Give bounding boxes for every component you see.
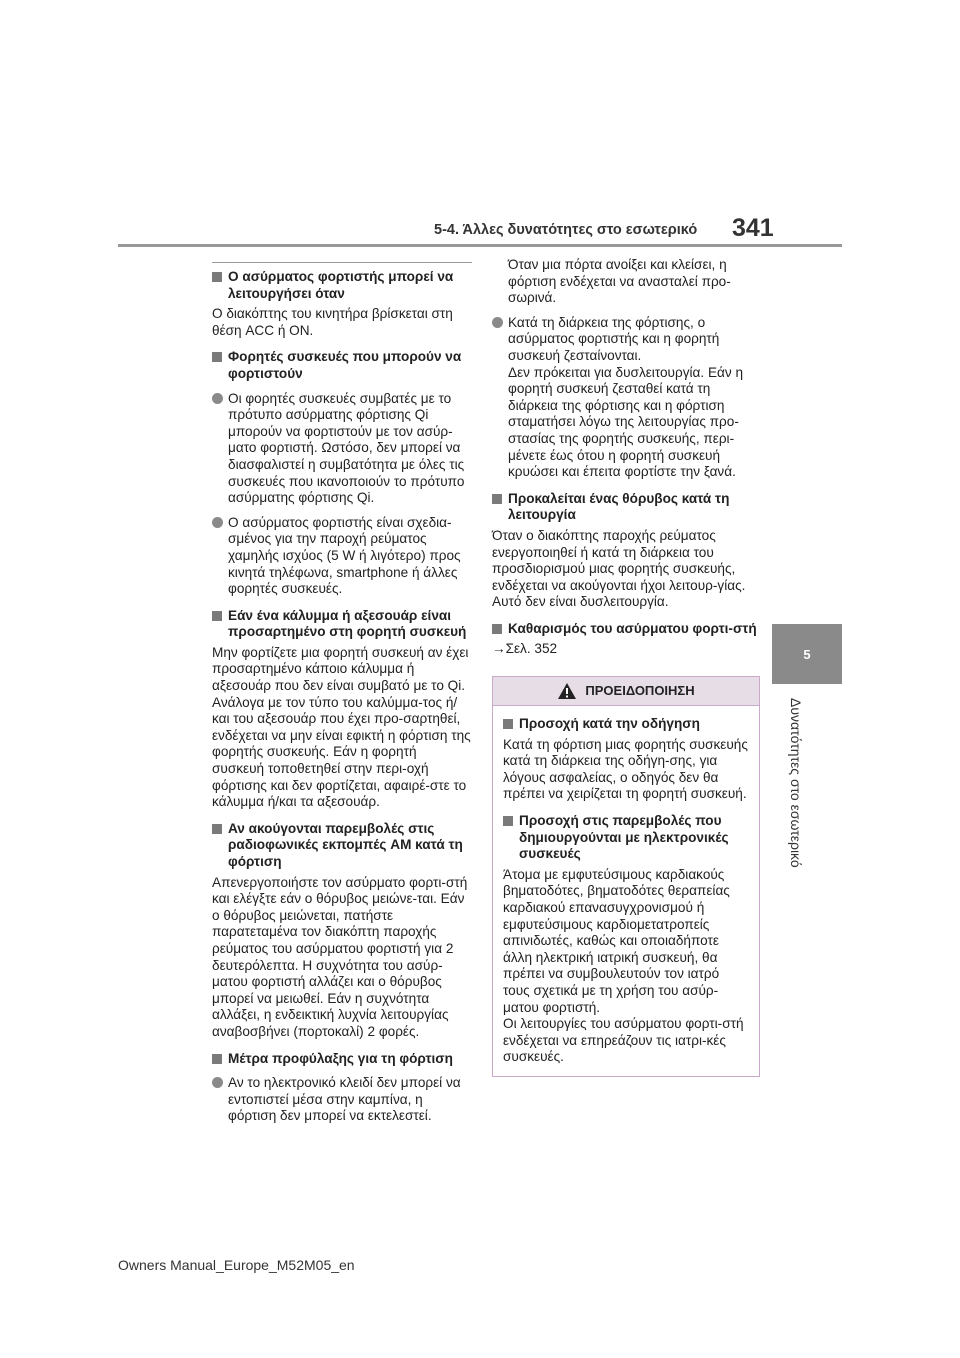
heading-electronic-interference: Προσοχή στις παρεμβολές που δημιουργούνται με ηλεκτρονικές συσκευές [503,813,749,863]
bullet-item: Κατά τη διάρκεια της φόρτισης, ο ασύρματος φορτιστής και η φορητή συσκευή ζεσταίνονται. [492,315,760,365]
paragraph: Άτομα με εμφυτεύσιμους καρδιακούς βηματοδότες, βηματοδότες θεραπείας καρδιακού επανασυγχρονισμού ή εμφυτεύσιμους καρδιομετατροπείς απινιδωτές, καθώς και οποιαδήποτε άλλη ηλεκτρική ιατρική συσκευή, θα πρέπει να συμβουλευτούν τον ιατρό τους σχετικά με τη χρήση του ασύρ-ματου φορτιστή. [503,866,730,1015]
bullet-item: Ο ασύρματος φορτιστής είναι σχεδια-σμένος για την παροχή ρεύματος χαμηλής ισχύος (5 W ή λιγότερο) προς κινητά τηλέφωνα, smartphone ή άλλες φορητές συσκευές. [212,515,472,598]
section-title: 5-4. Άλλες δυνατότητες στο εσωτερικό [434,222,698,238]
warning-box [492,676,760,1077]
heading-charging-precautions: Μέτρα προφύλαξης για τη φόρτιση [212,1051,472,1068]
header-rule [118,244,842,247]
chapter-tab: 5 [772,624,842,684]
heading-operation-noise: Προκαλείται ένας θόρυβος κατά τη λειτουργία [492,491,760,524]
left-column [212,262,472,1125]
heading-am-interference: Αν ακούγονται παρεμβολές στις ραδιοφωνικές εκπομπές AM κατά τη φόρτιση [212,821,472,871]
warning-header [493,677,759,706]
paragraph: Οι λειτουργίες του ασύρματου φορτι-στή ενδέχεται να επηρεάζουν τις ιατρι-κές συσκευές. [503,1016,744,1065]
warning-title: ΠΡΟΕΙΔΟΠΟΙΗΣΗ [585,682,695,698]
heading-cleaning: Καθαρισμός του ασύρματου φορτι-στή [492,621,760,638]
paragraph-continued: Δεν πρόκειται για δυσλειτουργία. Εάν η φορητή συσκευή ζεσταθεί κατά τη διάρκεια της φόρτισης και η φόρτιση σταματήσει λόγω της λειτουργίας προ-στασίας της φορητής συσκευής, περι-μένετε έως ότου η φορητή συσκευή κρυώσει και έπειτα φορτίστε την ξανά. [508,364,744,480]
paragraph: Ο διακόπτης του κινητήρα βρίσκεται στη θέση ACC ή ON. [212,306,453,338]
paragraph: Κατά τη φόρτιση μιας φορητής συσκευής κατά τη διάρκεια της οδήγη-σης, για λόγους ασφαλείας, ο οδηγός δεν θα πρέπει να χειρίζεται τη φορητή συσκευή. [503,736,748,802]
bullet-item: Οι φορητές συσκευές συμβατές με το πρότυπο ασύρματης φόρτισης Qi μπορούν να φορτιστούν με τον ασύρ-ματο φορτιστή. Ωστόσο, δεν μπορεί να διασφαλιστεί η συμβατότητα με όλες τις συσκευές που ικανοποιούν το πρότυπο ασύρματης φόρτισης Qi. [212,391,472,507]
footer-text: Owners Manual_Europe_M52M05_en [118,1257,355,1273]
right-column [492,257,760,1077]
column-rule [212,262,472,263]
paragraph: Απενεργοποιήστε τον ασύρματο φορτι-στή και ελέγξτε εάν ο θόρυβος μειώνε-ται. Εάν ο θόρυβος μειώνεται, πατήστε παρατεταμένα τον διακόπτη παροχής ρεύματος του ασύρματου φορτιστή για 2 δευτερόλεπτα. Η συχνότητα του ασύρ-ματου φορτιστή αλλάζει και ο θόρυβος μπορεί να μειωθεί. Εάν η συχνότητα αλλάξει, η ενδεικτική λυχνία λειτουργίας αναβοσβήνει (πορτοκαλί) 2 φορές. [212,874,468,1039]
paragraph-continued: Όταν μια πόρτα ανοίξει και κλείσει, η φόρτιση ενδέχεται να ανασταλεί προ-σωρινά. [508,257,731,306]
paragraph: Μην φορτίζετε μια φορητή συσκευή αν έχει προσαρτημένο κάποιο κάλυμμα ή αξεσουάρ που δεν είναι συμβατό με το Qi. Ανάλογα με τον τύπο του καλύμμα-τος ή/και του αξεσουάρ που έχει προ-σαρτηθεί, ενδέχεται να μην είναι εφικτή η φόρτιση της φορητής συσκευής. Εάν η φορητή συσκευή τοποθετηθεί στην περι-οχή φόρτισης και δεν φορτίζεται, αφαιρέ-στε το κάλυμμα ή/και τα αξεσουάρ. [212,644,471,810]
chapter-side-label: Δυνατότητες στο εσωτερικό [788,698,804,868]
paragraph: Όταν ο διακόπτης παροχής ρεύματος ενεργοποιηθεί ή κατά τη διάρκεια του προσδιορισμού μιας φορητής συσκευής, ενδέχεται να ακούγονται ήχοι λειτουρ-γίας. Αυτό δεν είναι δυσλειτουργία. [492,527,746,610]
page-number: 341 [732,214,774,242]
heading-charger-operates: Ο ασύρματος φορτιστής μπορεί να λειτουργήσει όταν [212,269,472,302]
warning-body [493,706,759,1076]
heading-cover-accessory: Εάν ένα κάλυμμα ή αξεσουάρ είναι προσαρτημένο στη φορητή συσκευή [212,608,472,641]
bullet-item: Αν το ηλεκτρονικό κλειδί δεν μπορεί να εντοπιστεί μέσα στην καμπίνα, η φόρτιση δεν μπορεί να εκτελεστεί. [212,1075,472,1125]
page-reference: →Σελ. 352 [492,641,558,657]
heading-chargeable-devices: Φορητές συσκευές που μπορούν να φορτιστούν [212,349,472,382]
heading-driving-caution: Προσοχή κατά την οδήγηση [503,716,749,733]
warning-triangle-icon [557,682,577,700]
